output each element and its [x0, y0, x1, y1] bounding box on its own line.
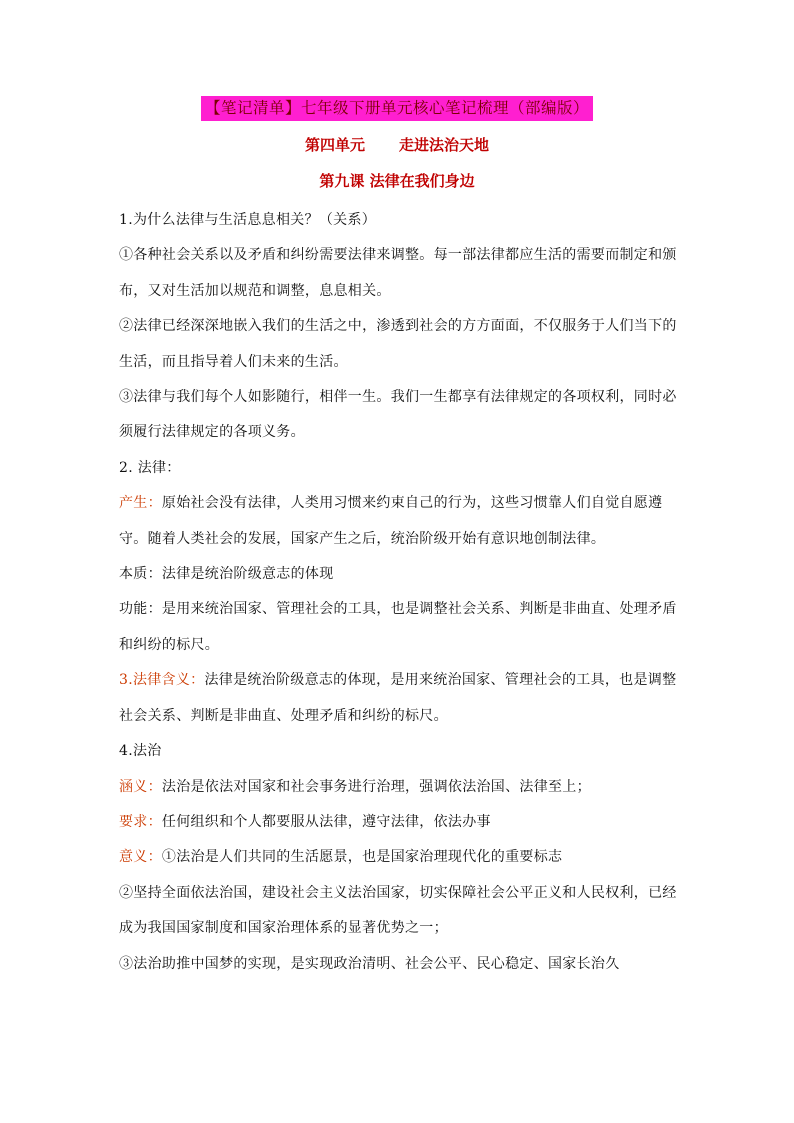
- rule-of-law-meaning: [119, 770, 681, 805]
- rule-of-law-significance-2: ②坚持全面依法治国，建设社会主义法治国家，切实保障社会公平正义和人民权利，已经成为我国国家制度和国家治理体系的显著优势之一；: [119, 884, 677, 937]
- law-meaning-text: 法律是统治阶级意志的体现，是用来统治国家、管理社会的工具，也是调整社会关系、判断是非曲直、处理矛盾和纠纷的标尺。: [119, 672, 677, 724]
- law-meaning: [119, 663, 681, 734]
- q1-heading: 1.为什么法律与生活息息相关？（关系）: [119, 212, 377, 228]
- rule-of-law-significance-label: 意义：: [119, 849, 162, 866]
- law-origin-label: 产生：: [119, 495, 162, 512]
- law-function-text: 是用来统治国家、管理社会的工具，也是调整社会关系、判断是非曲直、处理矛盾和纠纷的标尺。: [119, 601, 677, 653]
- rule-of-law-requirement-label: 要求：: [119, 813, 162, 830]
- lesson-heading: 第九课 法律在我们身边: [319, 172, 475, 190]
- q4-heading: 4.法治: [119, 743, 162, 760]
- rule-of-law-significance-3: ③法治助推中国梦的实现，是实现政治清明、社会公平、民心稳定、国家长治久: [119, 955, 620, 972]
- law-origin: [119, 486, 681, 557]
- law-essence: [119, 557, 681, 592]
- rule-of-law-meaning-text: 法治是依法对国家和社会事务进行治理，强调依法治国、法律至上；: [161, 778, 591, 795]
- law-meaning-label: 3.法律含义：: [119, 672, 205, 689]
- law-function-label: 功能：: [119, 601, 162, 618]
- law-origin-text: 原始社会没有法律，人类用习惯来约束自己的行为，这些习惯靠人们自觉自愿遵守。随着人类社会的发展，国家产生之后，统治阶级开始有意识地创制法律。: [119, 495, 663, 547]
- rule-of-law-significance: [119, 840, 681, 875]
- q2-heading: 2. 法律：: [119, 459, 181, 476]
- rule-of-law-requirement: [119, 805, 681, 840]
- q1-point-1: ①各种社会关系以及矛盾和纠纷需要法律来调整。每一部法律都应生活的需要而制定和颁布，又对生活加以规范和调整，息息相关。: [119, 247, 677, 299]
- unit-number: 第四单元: [304, 136, 365, 154]
- law-essence-text: 法律是统治阶级意志的体现: [161, 566, 334, 583]
- unit-heading: [0, 134, 794, 156]
- rule-of-law-significance-text: ①法治是人们共同的生活愿景，也是国家治理现代化的重要标志: [161, 849, 563, 866]
- q1-point-3: ③法律与我们每个人如影随行，相伴一生。我们一生都享有法律规定的各项权利，同时必须履行法律规定的各项义务。: [119, 389, 677, 441]
- law-essence-label: 本质：: [119, 566, 162, 583]
- document-title: 【笔记清单】七年级下册单元核心笔记梳理（部编版）: [201, 96, 593, 121]
- q1-point-2: ②法律已经深深地嵌入我们的生活之中，渗透到社会的方方面面，不仅服务于人们当下的生活，而且指导着人们未来的生活。: [119, 318, 677, 370]
- rule-of-law-requirement-text: 任何组织和个人都要服从法律，遵守法律，依法办事: [161, 813, 491, 830]
- rule-of-law-meaning-label: 涵义：: [119, 778, 162, 795]
- title-row: [0, 96, 794, 121]
- law-function: [119, 592, 681, 663]
- notes-body: [119, 203, 681, 982]
- unit-title: 走进法治天地: [399, 136, 490, 154]
